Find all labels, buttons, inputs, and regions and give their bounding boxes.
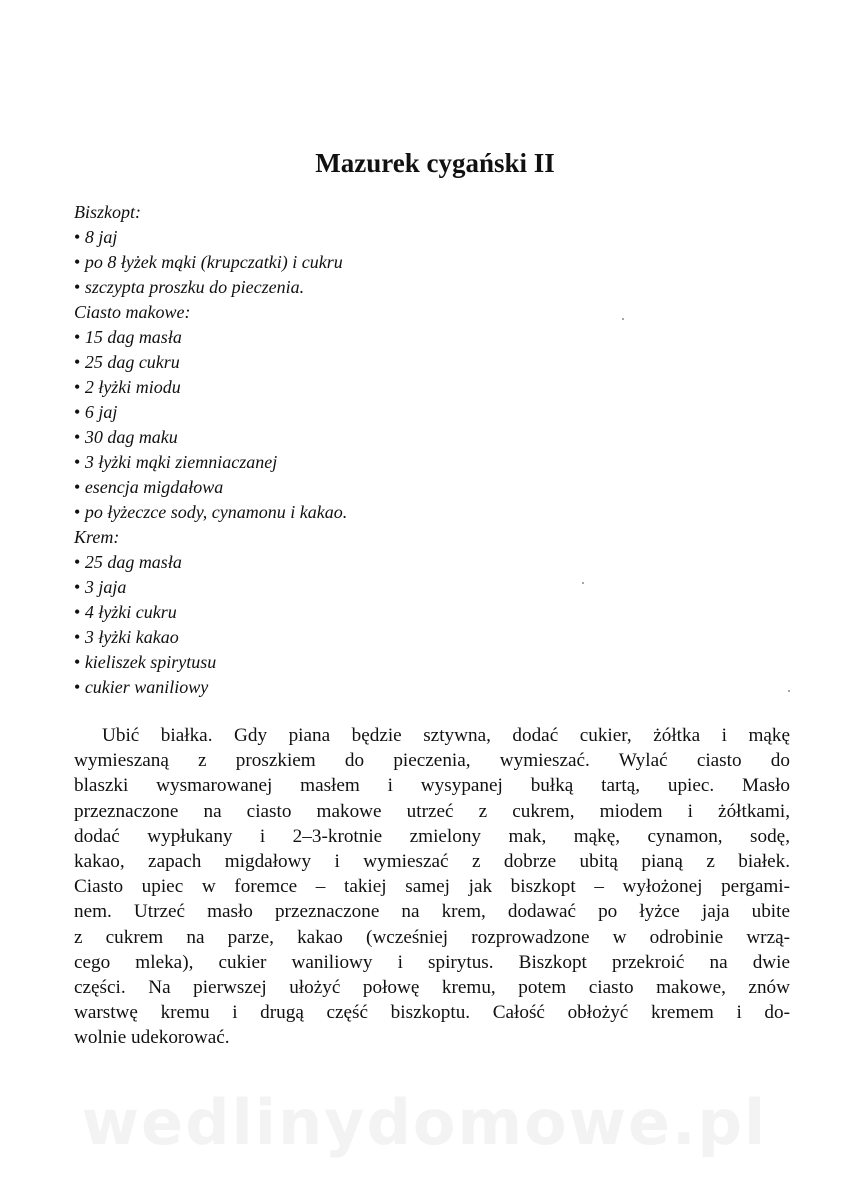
ingredient-line: [74, 275, 774, 300]
instructions-paragraph: [74, 723, 790, 1051]
ingredient-line: [74, 300, 774, 325]
ingredient-text: po łyżeczce sody, cynamonu i kakao.: [84, 502, 348, 522]
ingredient-text: 6 jaj: [84, 402, 118, 422]
instruction-line: wymieszaną z proszkiem do pieczenia, wymieszać. Wylać ciasto do: [74, 750, 790, 772]
ingredient-line: [74, 200, 774, 225]
instruction-line: z cukrem na parze, kakao (wcześniej rozprowadzone w odrobinie wrzą-: [74, 926, 790, 948]
instruction-line: nem. Utrzeć masło przeznaczone na krem, dodawać po łyżce jaja ubite: [74, 901, 790, 923]
ingredient-text: 3 łyżki mąki ziemniaczanej: [84, 452, 278, 472]
ingredient-line: [74, 375, 774, 400]
ingredient-text: kieliszek spirytusu: [84, 652, 217, 672]
instruction-line: części. Na pierwszej ułożyć połowę kremu, potem ciasto makowe, znów: [74, 977, 790, 999]
ingredient-line: [74, 650, 774, 675]
ingredient-text: 30 dag maku: [84, 427, 178, 447]
instruction-line: Ubić białka. Gdy piana będzie sztywna, dodać cukier, żółtka i mąkę: [102, 725, 790, 746]
ingredient-text: po 8 łyżek mąki (krupczatki) i cukru: [84, 252, 343, 272]
ingredient-line: [74, 425, 774, 450]
ingredient-line: [74, 500, 774, 525]
instruction-line: przeznaczone na ciasto makowe utrzeć z cukrem, miodem i żółtkami,: [74, 800, 790, 822]
ingredient-text: szczypta proszku do pieczenia.: [84, 277, 305, 297]
instruction-line: dodać wypłukany i 2–3-krotnie zmielony mak, mąkę, cynamon, sodę,: [74, 825, 790, 847]
instruction-line: cego mleka), cukier waniliowy i spirytus. Biszkopt przekroić na dwie: [74, 951, 790, 973]
ingredient-line: [74, 550, 774, 575]
ingredient-text: 4 łyżki cukru: [84, 602, 177, 622]
instruction-line: wolnie udekorować.: [74, 1027, 230, 1049]
ingredient-text: esencja migdałowa: [84, 477, 224, 497]
ingredient-text: 3 jaja: [84, 577, 127, 597]
ingredient-text: cukier waniliowy: [84, 677, 209, 697]
instruction-line: warstwę kremu i drugą część biszkoptu. Całość obłożyć kremem i do-: [74, 1002, 790, 1024]
ingredient-line: [74, 675, 774, 700]
ingredient-text: 8 jaj: [84, 227, 118, 247]
ingredient-text: Krem:: [74, 527, 120, 547]
watermark: wedlinydomowe.pl: [81, 1086, 768, 1159]
ingredient-text: 25 dag cukru: [84, 352, 180, 372]
instruction-line: blaszki wysmarowanej masłem i wysypanej bułką tartą, upiec. Masło: [74, 775, 790, 797]
ingredients-list: [74, 200, 774, 700]
ingredient-line: [74, 225, 774, 250]
ingredient-text: 3 łyżki kakao: [84, 627, 179, 647]
instruction-line: Ciasto upiec w foremce – takiej samej jak biszkopt – wyłożonej pergami-: [74, 876, 790, 898]
ingredient-text: Ciasto makowe:: [74, 302, 191, 322]
ingredient-line: [74, 475, 774, 500]
ingredient-text: Biszkopt:: [74, 202, 141, 222]
ingredient-line: [74, 525, 774, 550]
ingredient-line: [74, 350, 774, 375]
ingredient-line: [74, 325, 774, 350]
ingredient-text: 2 łyżki miodu: [84, 377, 181, 397]
instruction-line: kakao, zapach migdałowy i wymieszać z dobrze ubitą pianą z białek.: [74, 851, 790, 873]
scan-speck: [622, 318, 624, 320]
ingredient-line: [74, 450, 774, 475]
ingredient-text: 15 dag masła: [84, 327, 182, 347]
ingredient-line: [74, 625, 774, 650]
ingredient-line: [74, 600, 774, 625]
ingredient-line: [74, 400, 774, 425]
ingredient-line: [74, 250, 774, 275]
scan-speck: [582, 582, 584, 584]
ingredient-line: [74, 575, 774, 600]
scan-speck: [788, 690, 790, 692]
ingredient-text: 25 dag masła: [84, 552, 182, 572]
recipe-title: Mazurek cygański II: [315, 148, 555, 178]
